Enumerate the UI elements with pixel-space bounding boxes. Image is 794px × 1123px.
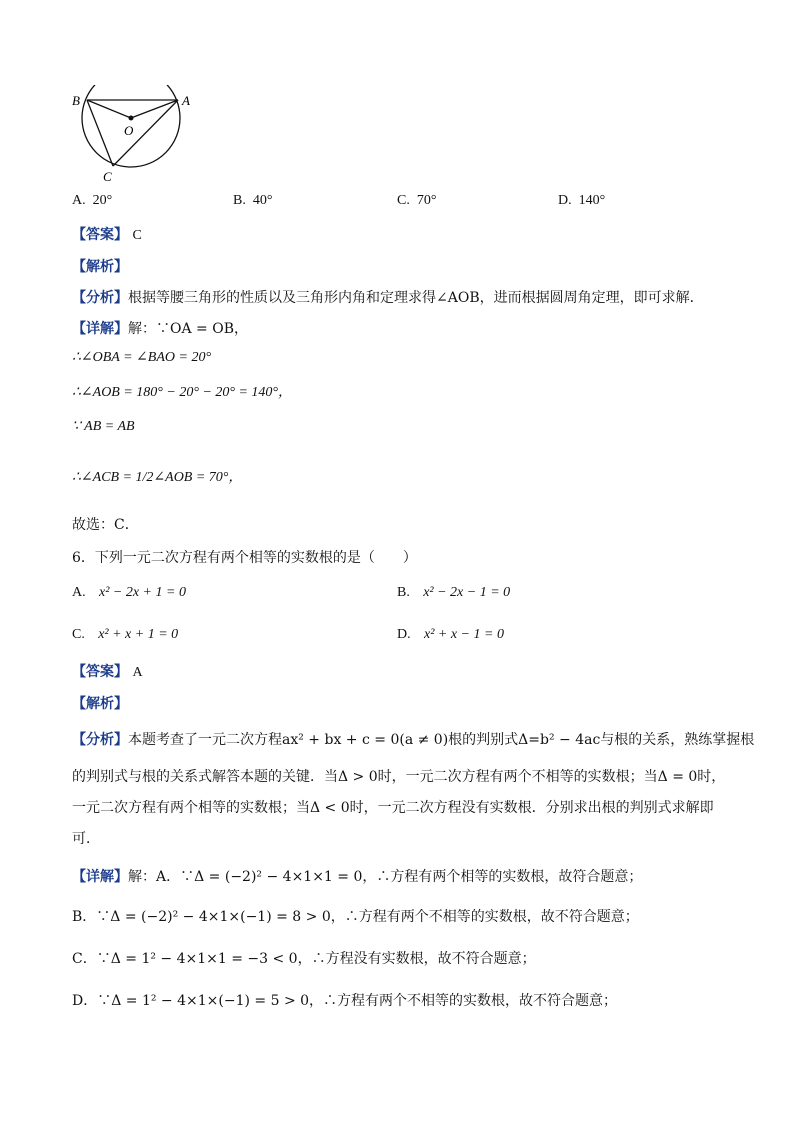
circle-figure <box>70 85 195 185</box>
q6-option-c: C. x² + x + 1 = 0 <box>72 627 179 642</box>
q6-analysis-line-1: 【分析】本题考查了一元二次方程ax² + bx + c = 0(a ≠ 0)根的判别式Δ=b² − 4ac与根的关系，熟练掌握根 <box>72 732 755 748</box>
segment-ac <box>113 100 178 166</box>
label-a: A <box>182 93 190 108</box>
q6-detail-d: D．∵Δ = 1² − 4×1×(−1) = 5 > 0，∴方程有两个不相等的实数根，故不符合题意； <box>72 993 618 1009</box>
label-b: B <box>72 93 80 108</box>
q6-option-d: D. x² + x − 1 = 0 <box>397 627 504 642</box>
q6-option-a: A. x² − 2x + 1 = 0 <box>72 585 186 600</box>
center-point-o <box>129 116 134 121</box>
q5-analysis: 【分析】根据等腰三角形的性质以及三角形内角和定理求得∠AOB，进而根据圆周角定理，即可求解． <box>72 290 704 306</box>
q6-detail-a: 【详解】解：A．∵Δ = (−2)² − 4×1×1 = 0，∴方程有两个相等的实数根，故符合题意； <box>72 869 643 885</box>
q5-jiexi-tag: 【解析】 <box>72 259 128 275</box>
q5-option-b: B. 40° <box>233 193 273 208</box>
q5-answer: 【答案】 C <box>72 227 142 243</box>
q5-option-c: C. 70° <box>397 193 437 208</box>
radius-oa <box>131 100 178 118</box>
q5-detail-step-5: ∴∠ACB = 1/2∠AOB = 70°， <box>72 470 243 485</box>
q6-answer: 【答案】 A <box>72 664 143 680</box>
q5-detail-step-3: ∴∠AOB = 180° − 20° − 20° = 140°， <box>72 385 293 400</box>
q6-jiexi-tag: 【解析】 <box>72 696 128 712</box>
q6-analysis-line-4: 可． <box>72 831 100 847</box>
label-c: C <box>103 169 112 184</box>
q5-option-d: D. 140° <box>558 193 606 208</box>
q5-detail-step-6: 故选：C． <box>72 517 139 533</box>
q6-title: 6．下列一元二次方程有两个相等的实数根的是（ ） <box>72 550 417 566</box>
q6-analysis-line-3: 一元二次方程有两个相等的实数根；当Δ < 0时，一元二次方程没有实数根．分别求出根的判别式求解即 <box>72 800 714 816</box>
q5-option-a: A. 20° <box>72 193 113 208</box>
q5-detail-step-4: ∵ AB = AB <box>72 419 135 434</box>
q6-option-b: B. x² − 2x − 1 = 0 <box>397 585 511 600</box>
q6-detail-c: C．∵Δ = 1² − 4×1×1 = −3 < 0，∴方程没有实数根，故不符合题意； <box>72 951 536 967</box>
label-o: O <box>124 123 134 138</box>
q5-detail-step-2: ∴∠OBA = ∠BAO = 20° <box>72 350 212 365</box>
q6-detail-b: B．∵Δ = (−2)² − 4×1×(−1) = 8 > 0，∴方程有两个不相等的实数根，故不符合题意； <box>72 909 639 925</box>
q6-analysis-line-2: 的判别式与根的关系式解答本题的关键．当Δ > 0时，一元二次方程有两个不相等的实数根；当Δ = 0时， <box>72 769 726 785</box>
q5-detail-step-1: 【详解】解：∵OA = OB， <box>72 321 248 337</box>
